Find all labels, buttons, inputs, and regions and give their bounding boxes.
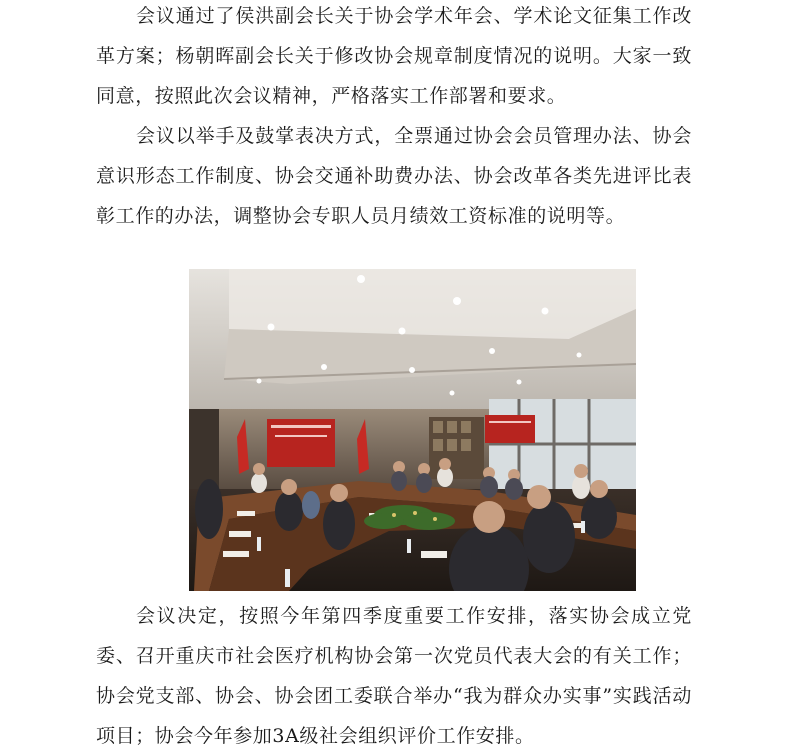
meeting-room-photo bbox=[189, 269, 636, 591]
paragraph-3: 会议决定，按照今年第四季度重要工作安排，落实协会成立党委、召开重庆市社会医疗机构协会第一次党员代表大会的有关工作；协会党支部、协会、协会团工委联合举办“我为群众办实事”实践活动项目；协会今年参加3A级社会组织评价工作安排。 bbox=[96, 605, 692, 747]
paragraph-1: 会议通过了侯洪副会长关于协会学术年会、学术论文征集工作改革方案；杨朝晖副会长关于修改协会规章制度情况的说明。大家一致同意，按照此次会议精神，严格落实工作部署和要求。 bbox=[96, 5, 692, 107]
paragraph-2: 会议以举手及鼓掌表决方式，全票通过协会会员管理办法、协会意识形态工作制度、协会交通补助费办法、协会改革各类先进评比表彰工作的办法，调整协会专职人员月绩效工资标准的说明等。 bbox=[96, 125, 692, 227]
